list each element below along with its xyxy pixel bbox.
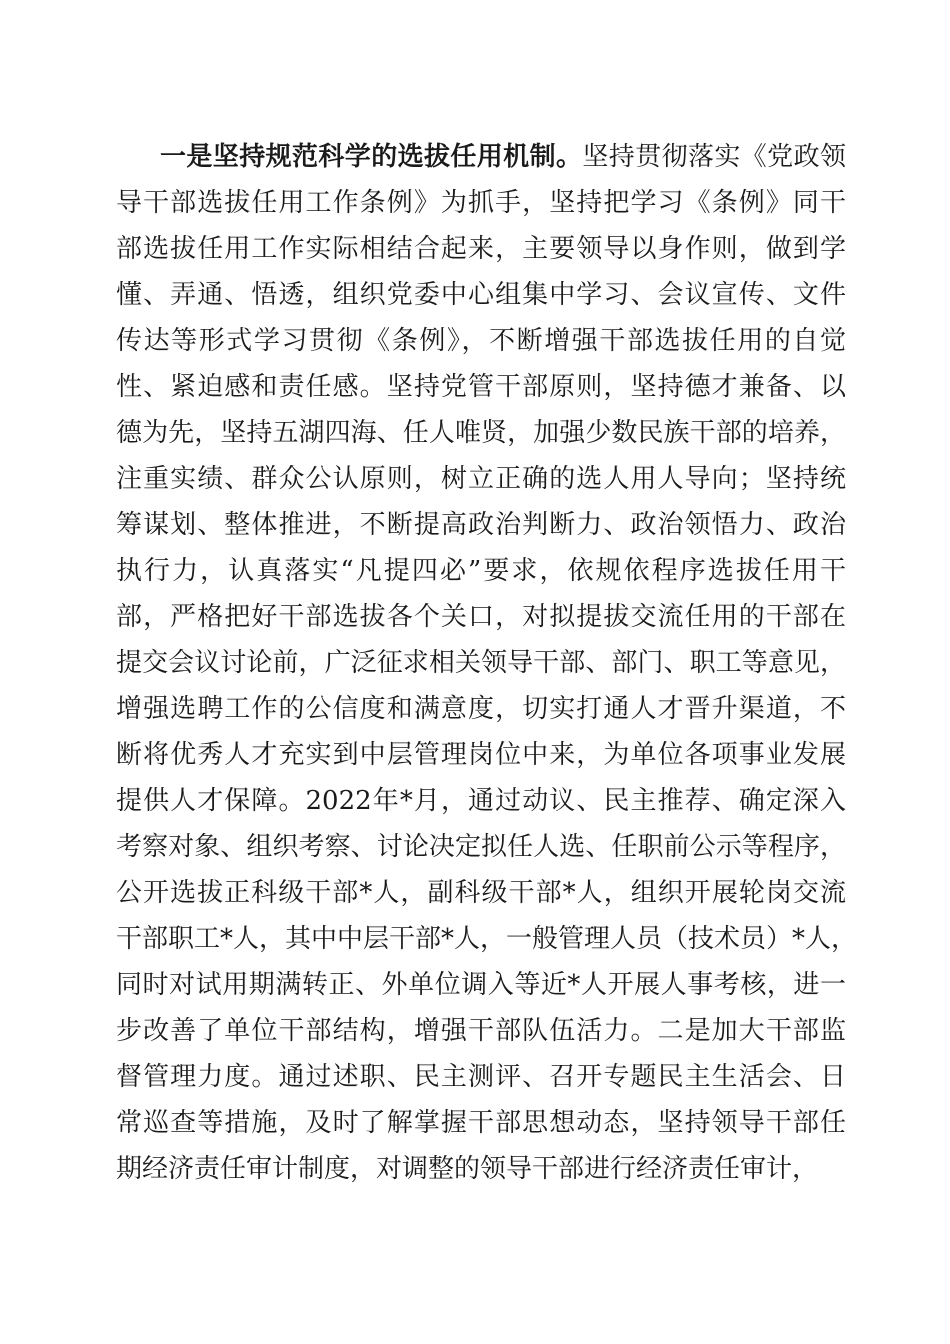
paragraph-line: 筹谋划、整体推进，不断提高政治判断力、政治领悟力、政治 [116,510,846,540]
paragraph-line: 提供人才保障。2022年*月，通过动议、民主推荐、确定深入 [116,786,846,816]
paragraph-line: 性、紧迫感和责任感。坚持党管干部原则，坚持德才兼备、以 [116,372,846,402]
paragraph-line [116,134,846,180]
paragraph-line: 公开选拔正科级干部*人，副科级干部*人，组织开展轮岗交流 [116,878,846,908]
paragraph-line: 德为先，坚持五湖四海、任人唯贤，加强少数民族干部的培养， [116,418,846,448]
paragraph-line: 常巡查等措施，及时了解掌握干部思想动态，坚持领导干部任 [116,1108,846,1138]
paragraph-line: 督管理力度。通过述职、民主测评、召开专题民主生活会、日 [116,1062,846,1092]
paragraph-line: 提交会议讨论前，广泛征求相关领导干部、部门、职工等意见， [116,648,846,678]
paragraph-line: 部选拔任用工作实际相结合起来，主要领导以身作则，做到学 [116,234,846,264]
paragraph-line: 期经济责任审计制度，对调整的领导干部进行经济责任审计， [116,1154,819,1184]
paragraph-line: 懂、弄通、悟透，组织党委中心组集中学习、会议宣传、文件 [116,280,846,310]
paragraph-line: 增强选聘工作的公信度和满意度，切实打通人才晋升渠道，不 [116,694,846,724]
paragraph-line: 干部职工*人，其中中层干部*人，一般管理人员（技术员）*人， [116,924,858,954]
body-paragraph [116,134,858,1192]
paragraph-line: 同时对试用期满转正、外单位调入等近*人开展人事考核，进一 [116,970,846,1000]
paragraph-line: 执行力，认真落实“凡提四必”要求，依规依程序选拔任用干 [116,556,846,586]
paragraph-line-text: 坚持贯彻落实《党政领 [582,142,846,172]
paragraph-line: 部，严格把好干部选拔各个关口，对拟提拔交流任用的干部在 [116,602,846,632]
paragraph-line: 注重实绩、群众公认原则，树立正确的选人用人导向；坚持统 [116,464,846,494]
paragraph-line: 步改善了单位干部结构，增强干部队伍活力。二是加大干部监 [116,1016,846,1046]
paragraph-line: 导干部选拔任用工作条例》为抓手，坚持把学习《条例》同干 [116,188,846,218]
paragraph-line: 传达等形式学习贯彻《条例》，不断增强干部选拔任用的自觉 [116,326,846,356]
paragraph-line: 考察对象、组织考察、讨论决定拟任人选、任职前公示等程序， [116,832,846,862]
paragraph-line: 断将优秀人才充实到中层管理岗位中来，为单位各项事业发展 [116,740,846,770]
paragraph-lead-heading: 一是坚持规范科学的选拔任用机制。 [160,142,583,172]
